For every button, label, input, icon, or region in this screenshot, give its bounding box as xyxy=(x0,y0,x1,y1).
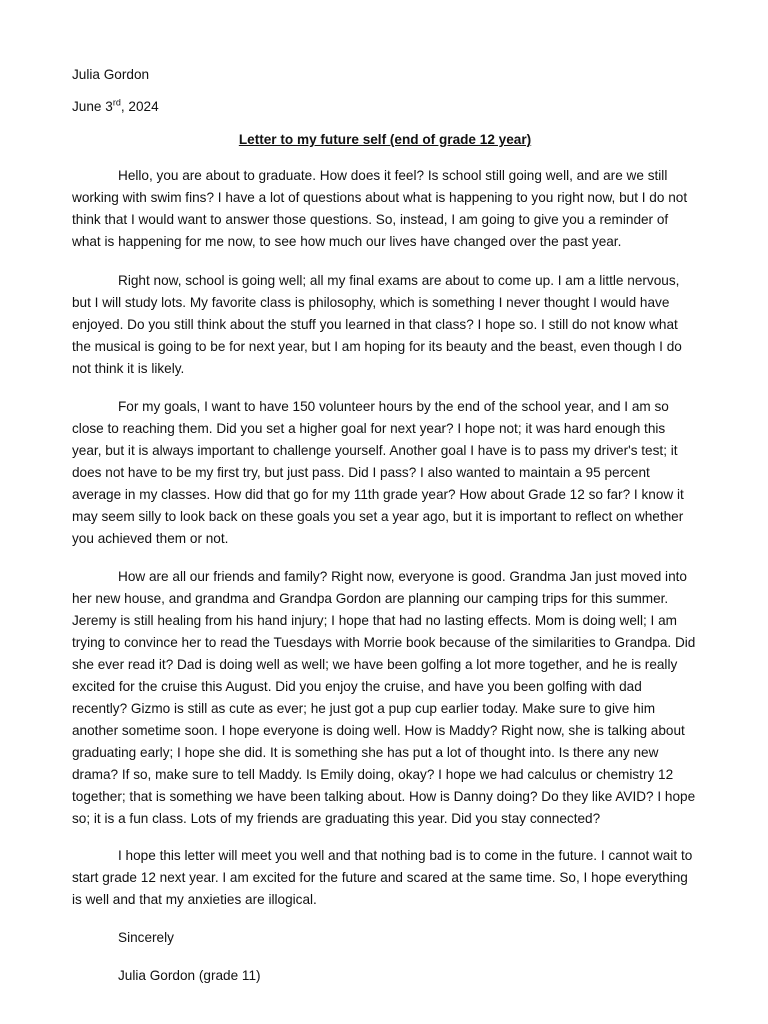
paragraph: Right now, school is going well; all my final exams are about to come up. I am a little nervous, but I will study lots. My favorite class is philosophy, which is something I never thought I would have enjoyed. Do you still think about the stuff you learned in that class? I hope so. I still do not know what the musical is going to be for next year, but I am hoping for its beauty and the beast, even though I do not think it is likely. xyxy=(72,273,682,376)
date-year: , 2024 xyxy=(120,99,159,114)
date-ordinal-suffix: rd xyxy=(112,97,121,108)
letter-title: Letter to my future self (end of grade 12 year) xyxy=(238,132,532,147)
closing-salutation: Sincerely xyxy=(118,930,174,945)
paragraph: I hope this letter will meet you well and that nothing bad is to come in the future. I cannot wait to start grade 12 next year. I am excited for the future and scared at the same time. So, I hope everything is well and that my anxieties are illogical. xyxy=(72,848,693,907)
author-name: Julia Gordon xyxy=(72,67,150,82)
letter-date xyxy=(72,96,698,118)
paragraph: For my goals, I want to have 150 volunteer hours by the end of the school year, and I am so close to reaching them. Did you set a higher goal for next year? I hope not; it was hard enough this year, but it is always important to challenge yourself. Another goal I have is to pass my driver's test; it does not have to be my first try, but just pass. Did I pass? I also wanted to maintain a 95 percent average in my classes. How did that go for my 11th grade year? How about Grade 12 so far? I know it may seem silly to look back on these goals you set a year ago, but it is important to reflect on whether you achieved them or not. xyxy=(72,399,684,546)
signature-line: Julia Gordon (grade 11) xyxy=(118,968,261,983)
paragraph: Hello, you are about to graduate. How does it feel? Is school still going well, and are we still working with swim fins? I have a lot of questions about what is happening to you right now, but I do not think that I would want to answer those questions. So, instead, I am going to give you a reminder of what is happening for me now, to see how much our lives have changed over the past year. xyxy=(72,168,688,249)
paragraph: How are all our friends and family? Right now, everyone is good. Grandma Jan just moved into her new house, and grandma and Grandpa Gordon are planning our camping trips for this summer. Jeremy is still healing from his hand injury; I hope that had no lasting effects. Mom is doing well; I am trying to convince her to read the Tuesdays with Morrie book because of the similarities to Grandpa. Did she ever read it? Dad is doing well as well; we have been golfing a lot more together, and he is really excited for the cruise this August. Did you enjoy the cruise, and have you been golfing with dad recently? Gizmo is still as cute as ever; he just got a pup cup earlier today. Make sure to give him another sometime soon. I hope everyone is doing well. How is Maddy? Right now, she is talking about graduating early; I hope she did. It is something she has put a lot of thought into. Is there any new drama? If so, make sure to tell Maddy. Is Emily doing, okay? I hope we had calculus or chemistry 12 together; that is something we have been talking about. How is Danny doing? Do they like AVID? I hope so; it is a fun class. Lots of my friends are graduating this year. Did you stay connected? xyxy=(72,569,696,826)
date-prefix: June 3 xyxy=(72,99,113,114)
